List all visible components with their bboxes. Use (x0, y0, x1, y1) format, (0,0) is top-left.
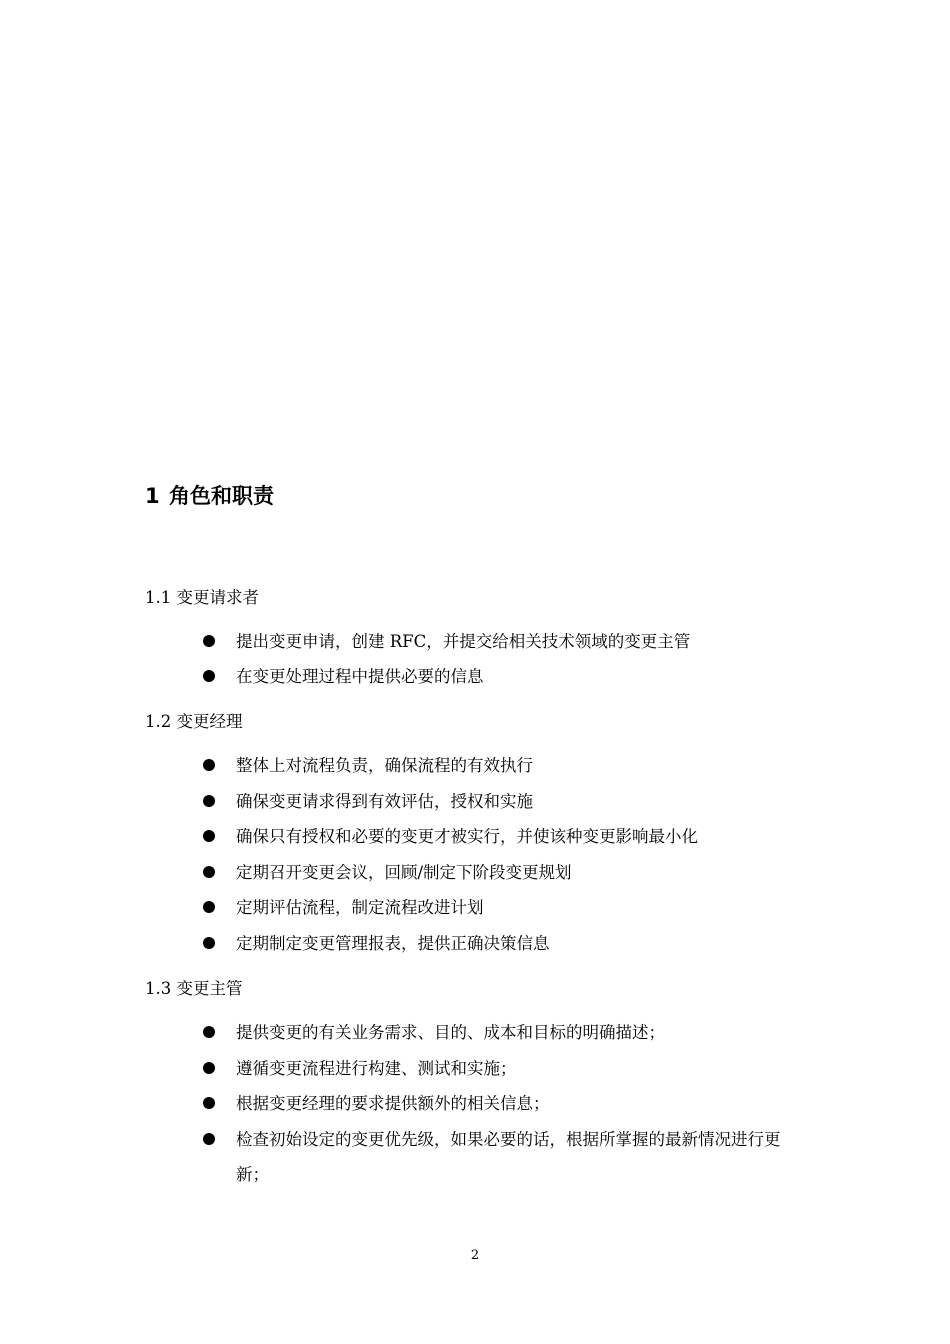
list-item-text: 确保变更请求得到有效评估，授权和实施 (236, 792, 533, 811)
list-item-text: 定期评估流程，制定流程改进计划 (236, 898, 484, 917)
bullet-icon (203, 937, 215, 949)
list-item (203, 1086, 813, 1121)
list-item-text: 定期制定变更管理报表，提供正确决策信息 (236, 934, 550, 953)
bullet-icon (203, 1062, 215, 1074)
bullet-icon (203, 866, 215, 878)
list-item-text: 提供变更的有关业务需求、目的、成本和目标的明确描述； (236, 1023, 665, 1042)
list-item (203, 1122, 813, 1192)
list-item (203, 819, 813, 854)
section-heading: 1.2 变更经理 (145, 712, 243, 731)
bullet-icon (203, 830, 215, 842)
list-item-text: 遵循变更流程进行构建、测试和实施； (236, 1059, 517, 1078)
list-item (203, 1051, 813, 1086)
chapter-heading (145, 481, 274, 511)
list-item-text: 确保只有授权和必要的变更才被实行，并使该种变更影响最小化 (236, 827, 698, 846)
bullet-icon (203, 635, 215, 647)
list-item (203, 748, 813, 783)
chapter-number: 1 (145, 484, 160, 508)
bullet-icon (203, 759, 215, 771)
bullet-icon (203, 670, 215, 682)
list-item (203, 890, 813, 925)
list-item (203, 624, 813, 659)
list-item (203, 1015, 813, 1050)
list-item (203, 784, 813, 819)
section-heading: 1.3 变更主管 (145, 979, 243, 998)
list-item (203, 926, 813, 961)
list-item (203, 855, 813, 890)
bullet-icon (203, 1133, 215, 1145)
list-item-text: 检查初始设定的变更优先级，如果必要的话，根据所掌握的最新情况进行更新； (236, 1130, 781, 1184)
list-item-text: 整体上对流程负责，确保流程的有效执行 (236, 756, 533, 775)
bullet-icon (203, 795, 215, 807)
list-item-text: 提出变更申请，创建 RFC，并提交给相关技术领域的变更主管 (236, 632, 691, 651)
list-item-text: 定期召开变更会议，回顾/制定下阶段变更规划 (236, 863, 572, 882)
bullet-icon (203, 901, 215, 913)
list-item-text: 根据变更经理的要求提供额外的相关信息； (236, 1094, 550, 1113)
bullet-icon (203, 1026, 215, 1038)
chapter-title: 角色和职责 (169, 484, 274, 508)
list-item (203, 659, 813, 694)
bullet-icon (203, 1097, 215, 1109)
list-item-text: 在变更处理过程中提供必要的信息 (236, 667, 484, 686)
section-heading: 1.1 变更请求者 (145, 588, 259, 607)
page-number: 2 (470, 1248, 480, 1263)
